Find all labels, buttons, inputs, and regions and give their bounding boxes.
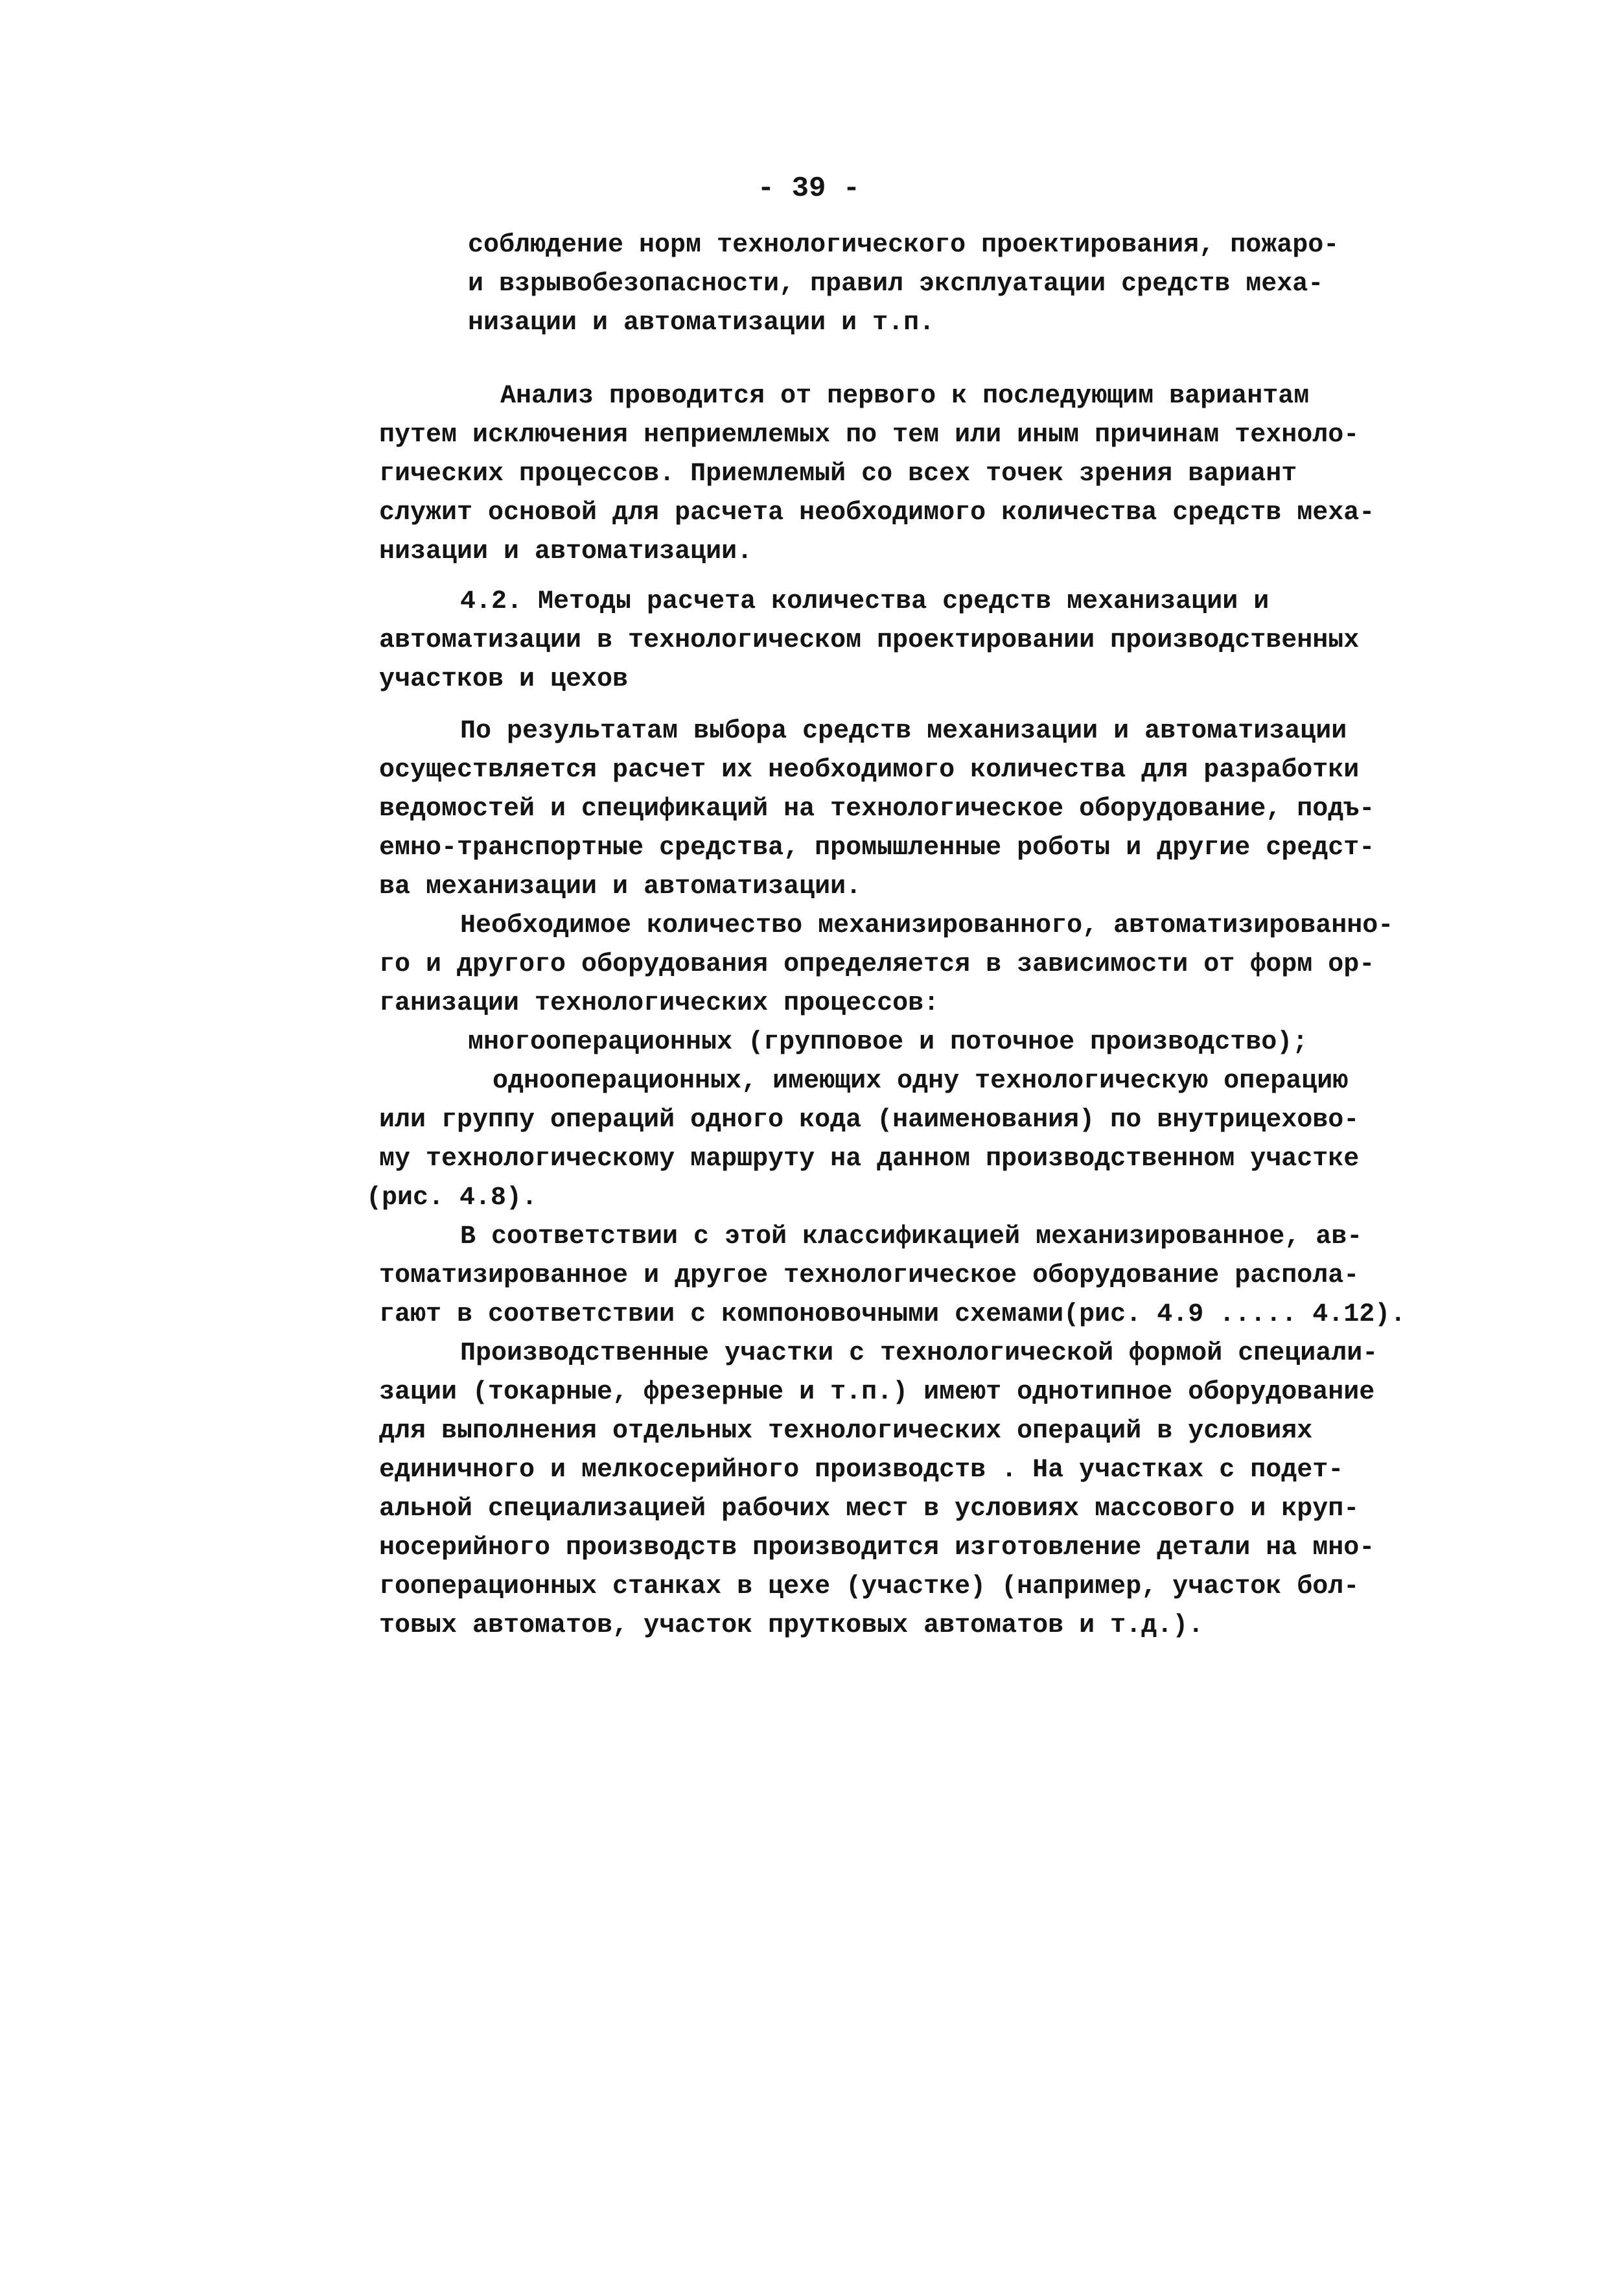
text-line: однооперационных, имеющих одну технологическую операцию [493, 1067, 1349, 1096]
text-line: го и другого оборудования определяется в зависимости от форм ор- [379, 950, 1375, 979]
text-line: низации и автоматизации. [379, 537, 753, 566]
text-line: (рис. 4.8). [366, 1183, 538, 1213]
text-line: и взрывобезопасности, правил эксплуатации средств меха- [468, 270, 1324, 299]
text-line: альной специализацией рабочих мест в условиях массового и круп- [379, 1494, 1360, 1524]
text-line: Необходимое количество механизированного, автоматизированно- [460, 911, 1394, 940]
text-line: служит основой для расчета необходимого количества средств меха- [379, 498, 1375, 528]
heading-line: 4.2. Методы расчета количества средств механизации и [460, 587, 1270, 616]
text-line: гооперационных станках в цехе (участке) (например, участок бол- [379, 1572, 1360, 1601]
page-number: - 39 - [757, 172, 861, 205]
text-line: томатизированное и другое технологическое оборудование распола- [379, 1261, 1360, 1290]
text-line: В соответствии с этой классификацией механизированное, ав- [460, 1222, 1363, 1251]
text-line: осуществляется расчет их необходимого количества для разработки [379, 756, 1360, 785]
text-line: многооперационных (групповое и поточное производство); [468, 1028, 1308, 1057]
text-line: товых автоматов, участок прутковых автоматов и т.д.). [379, 1611, 1204, 1640]
text-line: носерийного производств производится изготовление детали на мно- [379, 1533, 1375, 1563]
text-line: ва механизации и автоматизации. [379, 872, 862, 901]
text-line: Анализ проводится от первого к последующим вариантам [500, 382, 1310, 411]
text-line: соблюдение норм технологического проектирования, пожаро- [468, 231, 1340, 260]
text-line: для выполнения отдельных технологических операций в условиях [379, 1417, 1313, 1446]
text-line: низации и автоматизации и т.п. [468, 308, 935, 338]
text-line: му технологическому маршруту на данном производственном участке [379, 1145, 1360, 1174]
text-line: ганизации технологических процессов: [379, 989, 940, 1018]
text-line: По результатам выбора средств механизации и автоматизации [460, 717, 1347, 746]
heading-line: участков и цехов [379, 665, 629, 694]
text-line: Производственные участки с технологической формой специали- [460, 1339, 1378, 1368]
text-line: ведомостей и спецификаций на технологическое оборудование, подъ- [379, 795, 1375, 824]
text-line: или группу операций одного кода (наименования) по внутрицехово- [379, 1106, 1360, 1135]
text-line: единичного и мелкосерийного производств . На участках с подет- [379, 1456, 1344, 1485]
heading-line: автоматизации в технологическом проектировании производственных [379, 626, 1360, 655]
text-line: путем исключения неприемлемых по тем или иным причинам техноло- [379, 421, 1360, 450]
text-line: емно-транспортные средства, промышленные роботы и другие средст- [379, 833, 1375, 863]
text-line: зации (токарные, фрезерные и т.п.) имеют однотипное оборудование [379, 1378, 1375, 1407]
text-line: гических процессов. Приемлемый со всех точек зрения вариант [379, 459, 1297, 489]
text-line: гают в соответствии с компоновочными схемами(рис. 4.9 ..... 4.12). [379, 1300, 1406, 1329]
